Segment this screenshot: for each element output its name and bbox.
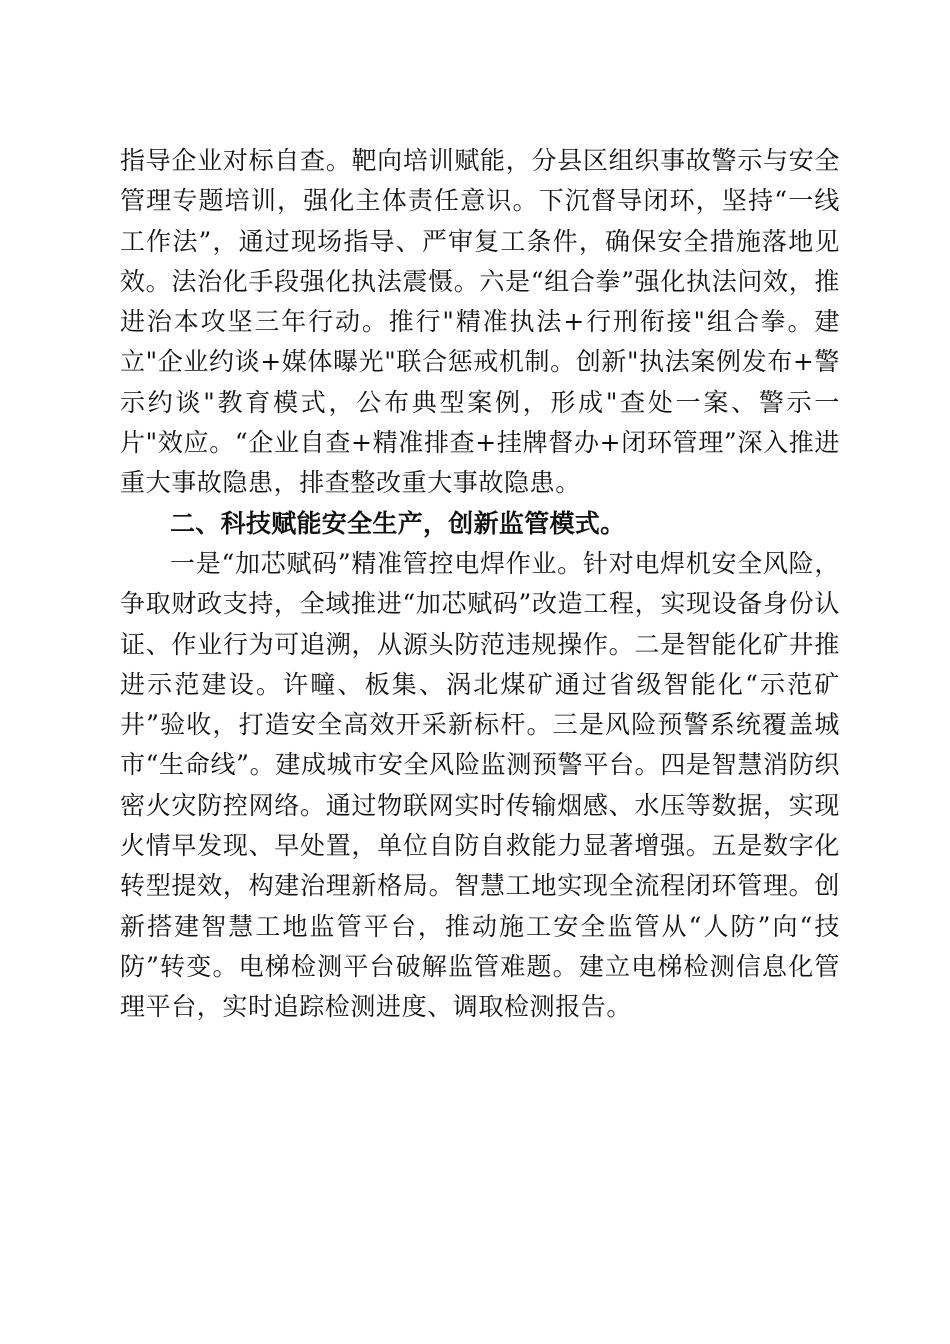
paragraph-tech-empowerment: 一是“加芯赋码”精准管控电焊作业。针对电焊机安全风险，争取财政支持，全域推进“加芯赋码”改造工程，实现设备身份认证、作业行为可追溯，从源头防范违规操作。二是智能化矿井推进示范建设。许疃、板集、涡北煤矿通过省级智能化“示范矿井”验收，打造安全高效开采新标杆。三是风险预警系统覆盖城市“生命线”。建成城市安全风险监测预警平台。四是智慧消防织密火灾防控网络。通过物联网实时传输烟感、水压等数据，实现火情早发现、早处置，单位自防自救能力显著增强。五是数字化转型提效，构建治理新格局。智慧工地实现全流程闭环管理。创新搭建智慧工地监管平台，推动施工安全监管从“人防”向“技防”转变。电梯检测平台破解监管难题。建立电梯检测信息化管理平台，实时追踪检测进度、调取检测报告。 bbox=[120, 548, 840, 1022]
document-body bbox=[120, 141, 840, 1028]
section-heading: 二、科技赋能安全生产，创新监管模式。 bbox=[170, 508, 626, 538]
paragraph-continuation: 指导企业对标自查。靶向培训赋能，分县区组织事故警示与安全管理专题培训，强化主体责任意识。下沉督导闭环，坚持“一线工作法”，通过现场指导、严审复工条件，确保安全措施落地见效。法治化手段强化执法震慑。六是“组合拳”强化执法问效，推进治本攻坚三年行动。推行"精准执法+行刑衔接"组合拳。建立"企业约谈+媒体曝光"联合惩戒机制。创新"执法案例发布+警示约谈"教育模式，公布典型案例，形成"查处一案、警示一片"效应。“企业自查+精准排查+挂牌督办+闭环管理”深入推进重大事故隐患，排查整改重大事故隐患。 bbox=[120, 146, 840, 498]
